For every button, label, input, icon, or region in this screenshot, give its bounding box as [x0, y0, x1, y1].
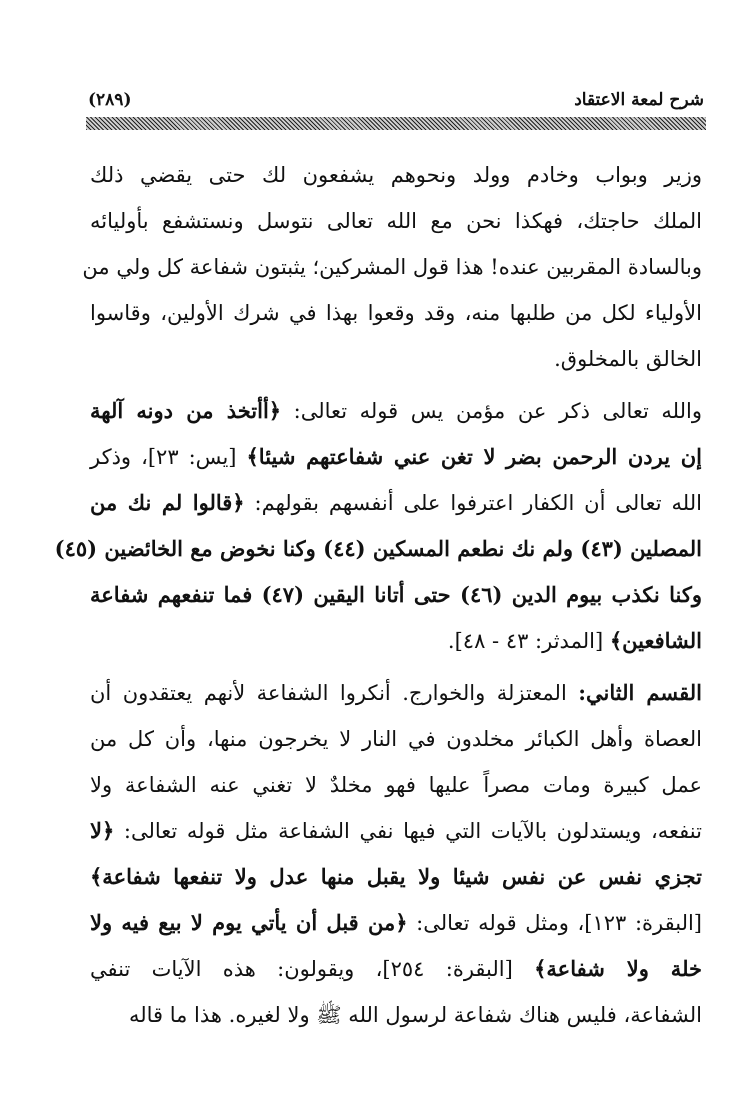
- text-line: [90, 946, 702, 992]
- quoted-text: الشافعين﴾: [609, 628, 702, 653]
- quoted-text: ﴿قالوا لم نك من: [90, 490, 245, 515]
- quoted-text: ﴿لا: [90, 818, 115, 843]
- quoted-text: إن يردن الرحمن بضر لا تغن عني شفاعتهم شيئا﴾: [246, 444, 702, 469]
- paragraph: [82, 152, 702, 382]
- text-segment: [المدثر: ٤٣ - ٤٨].: [447, 629, 610, 653]
- text-line: [90, 618, 702, 664]
- text-line: [90, 716, 702, 762]
- text-line: [90, 762, 702, 808]
- text-line: [90, 808, 702, 854]
- text-line: [54, 526, 702, 572]
- text-line: [90, 670, 702, 716]
- text-line: [90, 198, 702, 244]
- text-segment: الشفاعة، فليس هناك شفاعة لرسول الله ﷺ ولا لغيره. هذا ما قاله: [128, 1003, 702, 1027]
- quoted-text: القسم الثاني:: [578, 680, 702, 705]
- text-segment: تنفعه، ويستدلون بالآيات التي فيها نفي الشفاعة مثل قوله تعالى:: [114, 819, 702, 843]
- text-line: [90, 992, 702, 1038]
- text-line: [90, 480, 702, 526]
- text-line: [90, 572, 702, 618]
- text-line: [90, 290, 702, 336]
- page-number: (٢٨٩): [88, 90, 132, 110]
- paragraph: [54, 388, 702, 664]
- text-segment: [البقرة: ١٢٣]، ومثل قوله تعالى:: [407, 911, 702, 935]
- text-segment: الخالق بالمخلوق.: [554, 347, 702, 371]
- running-title: شرح لمعة الاعتقاد: [574, 90, 704, 110]
- text-line: [90, 434, 702, 480]
- quoted-text: ﴿أأتخذ من دونه آلهة: [90, 398, 282, 423]
- running-header: [88, 84, 704, 116]
- text-segment: وزير وبواب وخادم وولد ونحوهم يشفعون لك حتى يقضي ذلك: [90, 163, 702, 187]
- quoted-text: المصلين (٤٣) ولم نك نطعم المسكين (٤٤) وكنا نخوض مع الخائضين (٤٥): [54, 536, 702, 561]
- text-segment: الأولياء لكل من طلبها منه، وقد وقعوا بهذا في شرك الأولين، وقاسوا: [90, 301, 702, 325]
- text-segment: المعتزلة والخوارج. أنكروا الشفاعة لأنهم يعتقدون أن: [90, 681, 579, 705]
- quoted-text: تجزي نفس عن نفس شيئا ولا يقبل منها عدل ولا تنفعها شفاعة﴾: [90, 864, 702, 889]
- text-line: [90, 336, 702, 382]
- text-segment: الله تعالى أن الكفار اعترفوا على أنفسهم بقولهم:: [244, 491, 702, 515]
- text-line: [82, 244, 702, 290]
- text-line: [90, 152, 702, 198]
- quoted-text: وكنا نكذب بيوم الدين (٤٦) حتى أتانا اليقين (٤٧) فما تنفعهم شفاعة: [90, 582, 702, 607]
- text-line: [90, 854, 702, 900]
- text-segment: [يس: ٢٣]، وذكر: [90, 445, 247, 469]
- text-segment: العصاة وأهل الكبائر مخلدون في النار لا يخرجون منها، وأن كل من: [90, 727, 702, 751]
- text-line: [90, 900, 702, 946]
- page-body: [54, 152, 702, 1038]
- quoted-text: خلة ولا شفاعة﴾: [534, 956, 702, 981]
- text-line: [90, 388, 702, 434]
- header-rule: [86, 117, 706, 130]
- quoted-text: ﴿من قبل أن يأتي يوم لا بيع فيه ولا: [90, 910, 408, 935]
- paragraph: [90, 670, 702, 1038]
- text-segment: الملك حاجتك، فهكذا نحن مع الله تعالى نتوسل ونستشفع بأوليائه: [90, 209, 702, 233]
- text-segment: والله تعالى ذكر عن مؤمن يس قوله تعالى:: [281, 399, 702, 423]
- text-segment: عمل كبيرة ومات مصراً عليها فهو مخلدٌ لا تغني عنه الشفاعة ولا: [90, 773, 702, 797]
- text-segment: [البقرة: ٢٥٤]، ويقولون: هذه الآيات تنفي: [90, 957, 535, 981]
- text-segment: وبالسادة المقربين عنده! هذا قول المشركين؛ يثبتون شفاعة كل ولي من: [82, 255, 702, 279]
